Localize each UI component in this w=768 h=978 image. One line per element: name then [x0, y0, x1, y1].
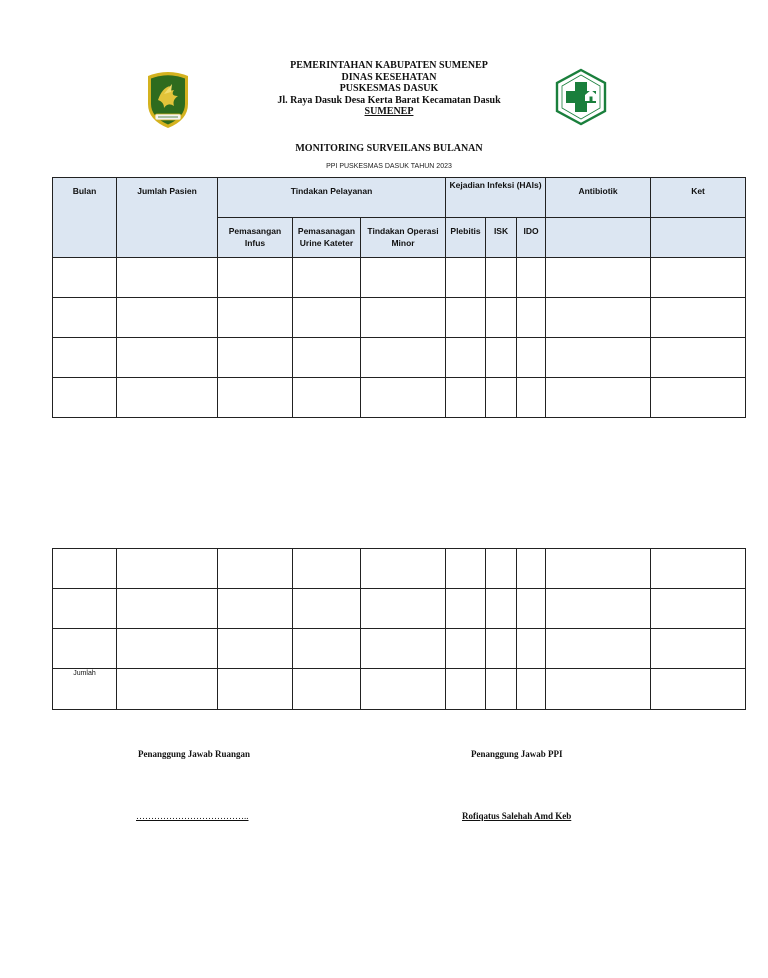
signature-left-name: ………………………………..	[136, 811, 249, 821]
surveillance-table-upper	[52, 177, 746, 418]
table-row	[53, 258, 746, 298]
letterhead-line-city: SUMENEP	[364, 106, 414, 118]
header-pemasangan-infus: Pemasangan Infus	[218, 218, 293, 258]
header-pemasangan-urine-kateter: Pemasanagan Urine Kateter	[293, 218, 361, 258]
header-plebitis: Plebitis	[446, 218, 486, 258]
header-tindakan-pelayanan: Tindakan Pelayanan	[218, 178, 446, 218]
header-ido: IDO	[517, 218, 546, 258]
signature-right-title: Penanggung Jawab PPI	[471, 749, 563, 759]
table-row	[53, 298, 746, 338]
letterhead-line-clinic: PUSKESMAS DASUK	[339, 83, 439, 95]
table-row	[53, 338, 746, 378]
header-antibiotik-sub	[546, 218, 651, 258]
header-ket-sub	[651, 218, 746, 258]
puskesmas-cross-icon	[554, 68, 608, 126]
signature-right-name: Rofiqatus Salehah Amd Keb	[462, 811, 572, 821]
signature-left-title: Penanggung Jawab Ruangan	[138, 749, 251, 759]
total-label: Jumlah	[53, 669, 117, 710]
header-kejadian-infeksi: Kejadian Infeksi (HAIs)	[446, 178, 546, 218]
document-subtitle: PPI PUSKESMAS DASUK TAHUN 2023	[326, 163, 452, 170]
document-title: MONITORING SURVEILANS BULANAN	[295, 143, 483, 154]
header-tindakan-operasi-minor: Tindakan Operasi Minor	[361, 218, 446, 258]
table-row	[53, 589, 746, 629]
letterhead-line-address: Jl. Raya Dasuk Desa Kerta Barat Kecamatan Dasuk	[277, 94, 501, 106]
header-ket: Ket	[651, 178, 746, 218]
header-bulan: Bulan	[53, 178, 117, 258]
surveillance-table-lower	[52, 548, 746, 710]
table-row-total	[53, 669, 746, 710]
header-jumlah-pasien: Jumlah Pasien	[117, 178, 218, 258]
letterhead	[250, 60, 528, 118]
table-row	[53, 378, 746, 418]
letterhead-line-agency: DINAS KESEHATAN	[341, 71, 437, 83]
regency-crest-icon	[144, 70, 192, 130]
letterhead-line-government: PEMERINTAHAN KABUPATEN SUMENEP	[290, 60, 488, 71]
header-antibiotik: Antibiotik	[546, 178, 651, 218]
header-isk: ISK	[486, 218, 517, 258]
table-row	[53, 629, 746, 669]
table-row	[53, 549, 746, 589]
